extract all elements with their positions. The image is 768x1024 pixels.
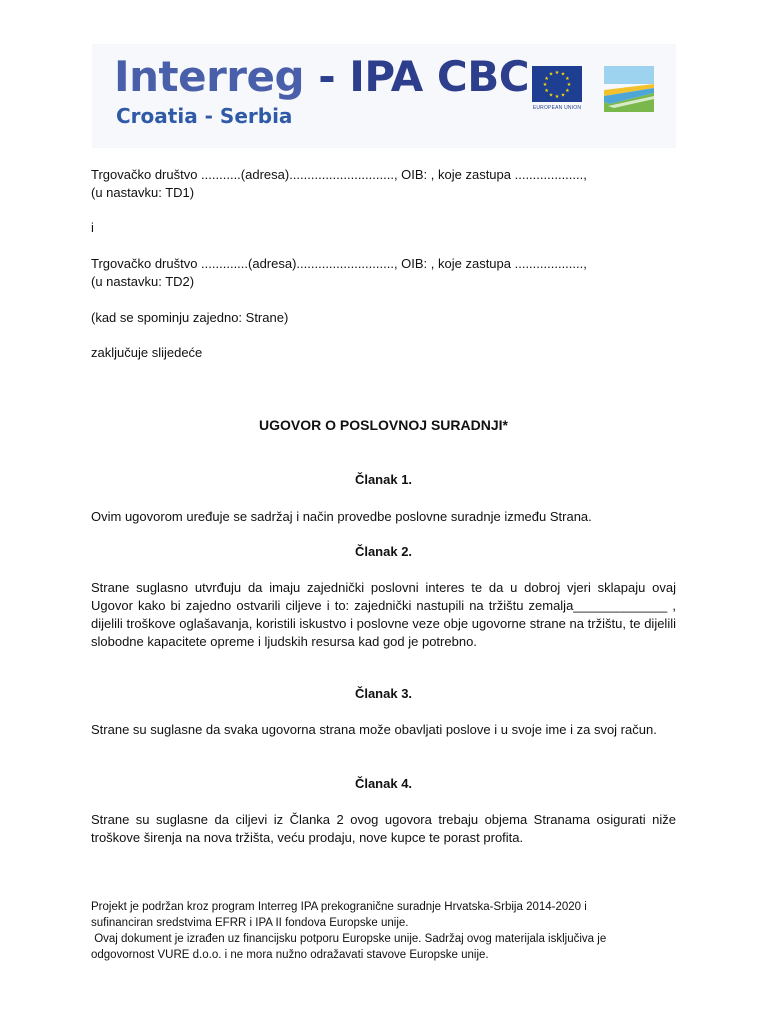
eu-flag-icon bbox=[532, 66, 582, 102]
conjunction: i bbox=[91, 220, 94, 235]
contract-title: UGOVOR O POSLOVNOJ SURADNJI* bbox=[259, 417, 508, 433]
concludes-line: zaključuje slijedeće bbox=[91, 345, 203, 360]
party2-line1: Trgovačko društvo .............(adresa)..........................., OIB: , koje zastupa ..................., bbox=[91, 256, 587, 271]
svg-text:★: ★ bbox=[554, 94, 560, 100]
eu-label: EUROPEAN UNION bbox=[532, 105, 582, 111]
svg-text:★: ★ bbox=[542, 82, 548, 88]
article-4-body: Strane su suglasne da ciljevi iz Članka 2 ovog ugovora trebaju objema Stranama osigurati niže troškove širenja na nova tržišta, veću prodaju, nove kupce te porast profita. bbox=[91, 812, 676, 845]
parties-together: (kad se spominju zajedno: Strane) bbox=[91, 310, 289, 325]
svg-text:★: ★ bbox=[566, 82, 572, 88]
svg-text:★: ★ bbox=[544, 88, 549, 94]
article-3-heading: Članak 3. bbox=[354, 686, 413, 701]
article-4-heading: Članak 4. bbox=[354, 776, 413, 791]
svg-text:★: ★ bbox=[548, 92, 554, 99]
svg-text:★: ★ bbox=[560, 92, 566, 99]
footer-line-1: Projekt je podržan kroz program Interreg IPA prekogranične suradnje Hrvatska-Srbija 2014-2020 i bbox=[91, 901, 587, 913]
article-1-heading: Članak 1. bbox=[354, 472, 413, 487]
article-3-body: Strane su suglasne da svaka ugovorna strana može obavljati poslove i u svoje ime i za svoj račun. bbox=[91, 722, 657, 737]
footer-line-3: Ovaj dokument je izrađen uz financijsku potporu Europske unije. Sadržaj ovog materijala isključiva je bbox=[91, 933, 607, 945]
programme-logo-icon bbox=[604, 66, 654, 112]
svg-text:★: ★ bbox=[544, 76, 549, 82]
logo-word-ipa-cbc: - IPA CBC bbox=[304, 52, 530, 101]
interreg-logo-title bbox=[114, 52, 530, 101]
party1-line1: Trgovačko društvo ...........(adresa)............................., OIB: , koje zastupa ..................., bbox=[91, 167, 587, 182]
article-2-body: Strane suglasno utvrđuju da imaju zajednički poslovni interes te da u dobroj vjeri sklapaju ovaj Ugovor kako bi zajedno ostvarili ciljeve i to: zajednički nastupili na tržištu zemalja_____________ , dijelili troškove oglašavanja, koristili iskustvo i poslovne veze obje ugovorne strane na tržištu, te dijelili slobodne kapacitete opreme i ljudskih resursa kad god je potrebno. bbox=[91, 580, 676, 649]
svg-text:★: ★ bbox=[560, 71, 566, 78]
svg-text:★: ★ bbox=[565, 88, 570, 94]
footer-line-2: sufinanciran sredstvima EFRR i IPA II fondova Europske unije. bbox=[91, 917, 409, 929]
party2-line2: (u nastavku: TD2) bbox=[91, 274, 195, 289]
party1-line2: (u nastavku: TD1) bbox=[91, 185, 195, 200]
article-1-body: Ovim ugovorom uređuje se sadržaj i način provedbe poslovne suradnje između Strana. bbox=[91, 509, 592, 524]
logo-subtitle: Croatia - Serbia bbox=[116, 104, 293, 128]
article-2-heading: Članak 2. bbox=[354, 544, 413, 559]
header-banner bbox=[92, 44, 676, 148]
svg-text:★: ★ bbox=[554, 70, 560, 76]
logo-word-interreg: Interreg bbox=[114, 52, 305, 101]
svg-text:★: ★ bbox=[548, 71, 554, 78]
svg-text:★: ★ bbox=[565, 76, 570, 82]
footer-line-4: odgovornost VURE d.o.o. i ne mora nužno odražavati stavove Europske unije. bbox=[91, 949, 489, 961]
